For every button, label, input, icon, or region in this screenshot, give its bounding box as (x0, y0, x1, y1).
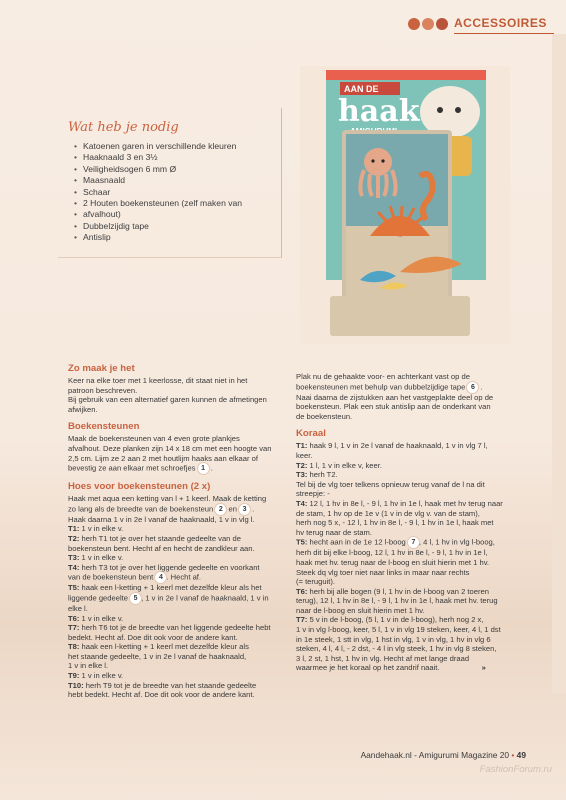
row-line (296, 537, 520, 548)
page-edge-bar (552, 34, 566, 694)
row-key: T2: (296, 460, 308, 470)
row-text: haak een l-ketting + 1 keerl met dezelfde kleur als het (81, 583, 262, 593)
row-text: 1 v in vlg l-boog, keer, 5 l, 1 v in vlg 19 steken, keer, 4 l, 1 dst (296, 625, 501, 635)
row-line (296, 663, 520, 673)
text-line: Bij gebruik van een alternatief garen kunnen de afmetingen (68, 395, 267, 405)
row-text: 1 v in elke l. (68, 661, 109, 671)
heading-koraal: Koraal (296, 428, 326, 440)
materials-list (74, 141, 279, 244)
row-line (68, 652, 284, 662)
row-text: , 4 l, 1 hv in vlg l-boog, (418, 537, 495, 547)
text-fragment: en (228, 504, 237, 514)
text-line: Maak de boekensteunen van 4 even grote plankjes (68, 434, 240, 444)
row-line (68, 553, 284, 563)
footer-dot-icon: • (511, 750, 517, 760)
text-fragment: bevestig ze aan elkaar met schroefjes (68, 463, 196, 473)
row-text: het staande gedeelte, 1 v in 2e l vanaf de haaknaald, (68, 651, 247, 661)
row-key: T10: (68, 680, 84, 690)
row-key: T8: (68, 642, 80, 652)
category-dots-icon (408, 18, 448, 30)
step-badge: 1 (198, 463, 209, 474)
row-line (68, 544, 284, 554)
row-text: boekensteun bent. Hecht af en hecht de zandkleur aan. (68, 543, 255, 553)
watermark: FashionForum.ru (479, 764, 552, 775)
material-item-cont: • afvalhout) (74, 209, 279, 220)
row-line (68, 661, 284, 671)
text-line: Haak daarna 1 v in 2e l vanaf de haaknaald, 1 v in vlg l. (68, 514, 255, 524)
step-badge: 2 (215, 504, 226, 515)
row-text: , 1 v in 2e l vanaf de haaknaald, 1 v in (141, 593, 269, 603)
row-line (68, 671, 284, 681)
row-text: herh nog 5 x, - 12 l, 1 hv in 8e l, - 9 l, 1 hv in 1e l, haak met (296, 518, 494, 528)
text-line: Keer na elke toer met 1 keerlosse, dit staat niet in het (68, 376, 248, 385)
row-text: de stam, 1 hv op de 1e v (1 v in de vlg v. van de stam), (296, 508, 480, 518)
row-text: herh T3 tot je over het liggende gedeelte en voorkant (81, 562, 260, 572)
row-line (68, 633, 284, 643)
row-line (68, 583, 284, 593)
material-item: • Antislip (74, 232, 279, 243)
row-text: bedekt. Hecht af. Doe dit ook voor de andere kant. (68, 632, 238, 642)
left-column (68, 363, 284, 700)
assembly-paragraph (296, 372, 520, 421)
magazine-title-small: AAN DE (344, 84, 379, 94)
materials-box (58, 108, 282, 258)
category-label: ACCESSOIRES (454, 16, 547, 30)
row-text: liggende gedeelte (68, 593, 128, 603)
row-text: naar de l-boog en sluit hierin met 1 hv. (296, 605, 425, 615)
text-line: patroon beschreven. (68, 385, 138, 395)
row-text: herh T6 tot je de breedte van het liggende gedeelte hebt (81, 623, 271, 633)
material-item: • Dubbelzijdig tape (74, 221, 279, 232)
row-text: hv terug naar de stam. (296, 527, 372, 537)
row-text: 1 l, 1 v in elke v, keer. (309, 460, 382, 470)
boekensteunen-paragraph (68, 434, 284, 474)
row-text: 1 v in elke v. (81, 524, 124, 534)
row-line (68, 614, 284, 624)
row-line (68, 681, 284, 691)
material-item: • Maasnaald (74, 175, 279, 186)
page-number: 49 (516, 750, 526, 760)
material-item: • 2 Houten boekensteunen (zelf maken van (74, 198, 279, 209)
row-text: van de boekensteun bent (68, 572, 154, 582)
text-line: Haak met aqua een ketting van l + 1 keerl. Maak de ketting (68, 494, 267, 504)
row-text: 12 l, 1 hv in 8e l, - 9 l, 1 hv in 1e l, haak met hv terug naar (309, 498, 503, 508)
row-key: T4: (68, 562, 80, 572)
step-badge: 7 (408, 537, 419, 548)
row-line (68, 524, 284, 534)
row-text: herh T2. (309, 470, 338, 480)
row-text: keer. (296, 450, 313, 460)
row-text: 5 v in de l-boog, (5 l, 1 v in de l-boog), herh nog 2 x, (309, 615, 484, 625)
heading-boekensteunen: Boekensteunen (68, 421, 140, 433)
text-line: Plak nu de gehaakte voor- en achterkant vast op de (296, 372, 470, 381)
row-text: herh T1 tot je over het staande gedeelte van de (81, 533, 241, 543)
row-text: hebt bedekt. Hecht af. Doe dit ook voor de andere kant. (68, 690, 255, 700)
category-header (406, 12, 566, 36)
row-key: T1: (296, 441, 308, 451)
row-text: herh dit bij elke l-boog, 12 l, 1 hv in 8e l, - 9 l, 1 hv in 1e l, (296, 548, 488, 558)
row-key: T5: (296, 537, 308, 547)
text-line: zo lang als de breedte van de boekensteun 2 en 3 . (68, 504, 255, 514)
right-column (296, 372, 520, 673)
row-line (296, 470, 520, 480)
bookend-photo (300, 66, 510, 344)
row-key: T3: (68, 553, 80, 563)
row-text: herh T9 tot je de breedte van het staande gedeelte (85, 680, 257, 690)
row-text: waarmee je het koraal op het zandrif naait. (296, 663, 440, 673)
row-text: herh bij alle bogen (9 l, 1 hv in de l-boog van 2 toeren (309, 586, 489, 596)
row-text: 1 v in elke v. (81, 553, 124, 563)
row-text: haak een l-ketting + 1 keerl met dezelfde kleur als (81, 642, 249, 652)
row-text: (= teruguit). (296, 577, 336, 587)
row-key: T6: (68, 613, 80, 623)
step-badge: 5 (130, 593, 141, 604)
bookend-cover (330, 130, 470, 336)
row-line (296, 499, 520, 509)
text-line: bevestig ze aan elkaar met schroefjes 1 . (68, 463, 213, 473)
row-text: elke l. (68, 603, 88, 613)
row-line (296, 441, 520, 451)
row-key: T9: (68, 671, 80, 681)
row-key: T1: (68, 524, 80, 534)
footer-text: Aandehaak.nl - Amigurumi Magazine 20 (360, 750, 510, 760)
row-line (68, 534, 284, 544)
text-line: Naai daarna de zijstukken aan het vastgeplakte deel op de (296, 392, 494, 402)
row-text: hecht aan in de 1e 12 l-boog (309, 537, 406, 547)
heading-zo-maak: Zo maak je het (68, 363, 135, 374)
row-text: 3 l, 2 st, 1 hst, 1 hv in vlg. Hecht af met lange draad (296, 653, 470, 663)
continue-arrow-icon: » (481, 663, 486, 673)
text-line: de boekensteun. (296, 411, 353, 421)
hoes-instructions (68, 494, 284, 700)
step-badge: 4 (155, 572, 166, 583)
material-item: • Katoenen garen in verschillende kleuren (74, 141, 279, 152)
row-line (296, 461, 520, 471)
row-line (68, 572, 284, 583)
material-item: • Haaknaald 3 en 3½ (74, 152, 279, 163)
row-text: streepje: - (296, 489, 330, 499)
row-line (68, 563, 284, 573)
row-text: in 1e steek, 1 stt in vlg, 1 hst in vlg, 1 v in vlg, 1 hv in vlg 6 (296, 634, 491, 644)
row-text: terug), 12 l, 1 hv in 8e l, - 9 l, 1 hv in 1e l, haak met hv. terug (296, 596, 498, 606)
row-key: T2: (68, 533, 80, 543)
text-line: afwijken. (68, 404, 98, 414)
row-text: haak met hv. terug naar de l-boog en sluit hierin met 1 hv. (296, 557, 490, 567)
material-item: • Schaar (74, 187, 279, 198)
row-text: Tel bij de vlg toer telkens opnieuw terug vanaf de l na dit (296, 479, 485, 489)
material-item: • Veiligheidsogen 6 mm Ø (74, 164, 279, 175)
category-rule (454, 33, 554, 34)
row-key: T5: (68, 583, 80, 593)
row-line (296, 587, 520, 597)
row-key: T7: (68, 623, 80, 633)
heading-hoes: Hoes voor boekensteunen (2 x) (68, 481, 211, 493)
text-line: boekensteunen met behulp van dubbelzijdige tape 6 . (296, 382, 483, 392)
row-text: 1 v in elke v. (81, 613, 124, 623)
text-fragment: boekensteunen met behulp van dubbelzijdige tape (296, 382, 466, 392)
row-text: . Hecht af. (166, 572, 202, 582)
row-line (68, 690, 284, 700)
row-text: haak 9 l, 1 v in 2e l vanaf de haaknaald, 1 v in vlg 7 l, (309, 441, 488, 451)
row-text: Steek dq vlg toer niet naar links in maar naar rechts (296, 567, 470, 577)
text-fragment: zo lang als de breedte van de boekensteun (68, 504, 214, 514)
row-line (68, 623, 284, 633)
page-footer (361, 750, 526, 760)
row-key: T7: (296, 615, 308, 625)
row-key: T4: (296, 498, 308, 508)
text-line: boekensteun. Plak een stuk antislip aan de onderkant van (296, 402, 491, 412)
row-line (68, 642, 284, 652)
materials-title: Wat heb je nodig (68, 120, 179, 135)
step-badge: 6 (467, 382, 478, 393)
text-line: afvalhout. Deze planken zijn 14 x 18 cm met een hoogte van (68, 443, 272, 453)
row-key: T3: (296, 470, 308, 480)
row-line (68, 593, 284, 604)
step-badge: 3 (239, 504, 250, 515)
row-key: T6: (296, 586, 308, 596)
row-text: steken, 4 l, 4 l, - 2 dst, - 4 l in vlg steek, 1 hv in vlg 8 steken, (296, 644, 497, 654)
row-line (296, 615, 520, 625)
text-line: 2,5 cm. Lijm ze 2 aan 2 met houtlijm haaks aan elkaar of (68, 453, 258, 463)
koraal-instructions (296, 441, 520, 673)
row-text: 1 v in elke v. (81, 671, 124, 681)
intro-paragraph (68, 376, 284, 414)
magazine-title-large: haak (338, 94, 420, 129)
